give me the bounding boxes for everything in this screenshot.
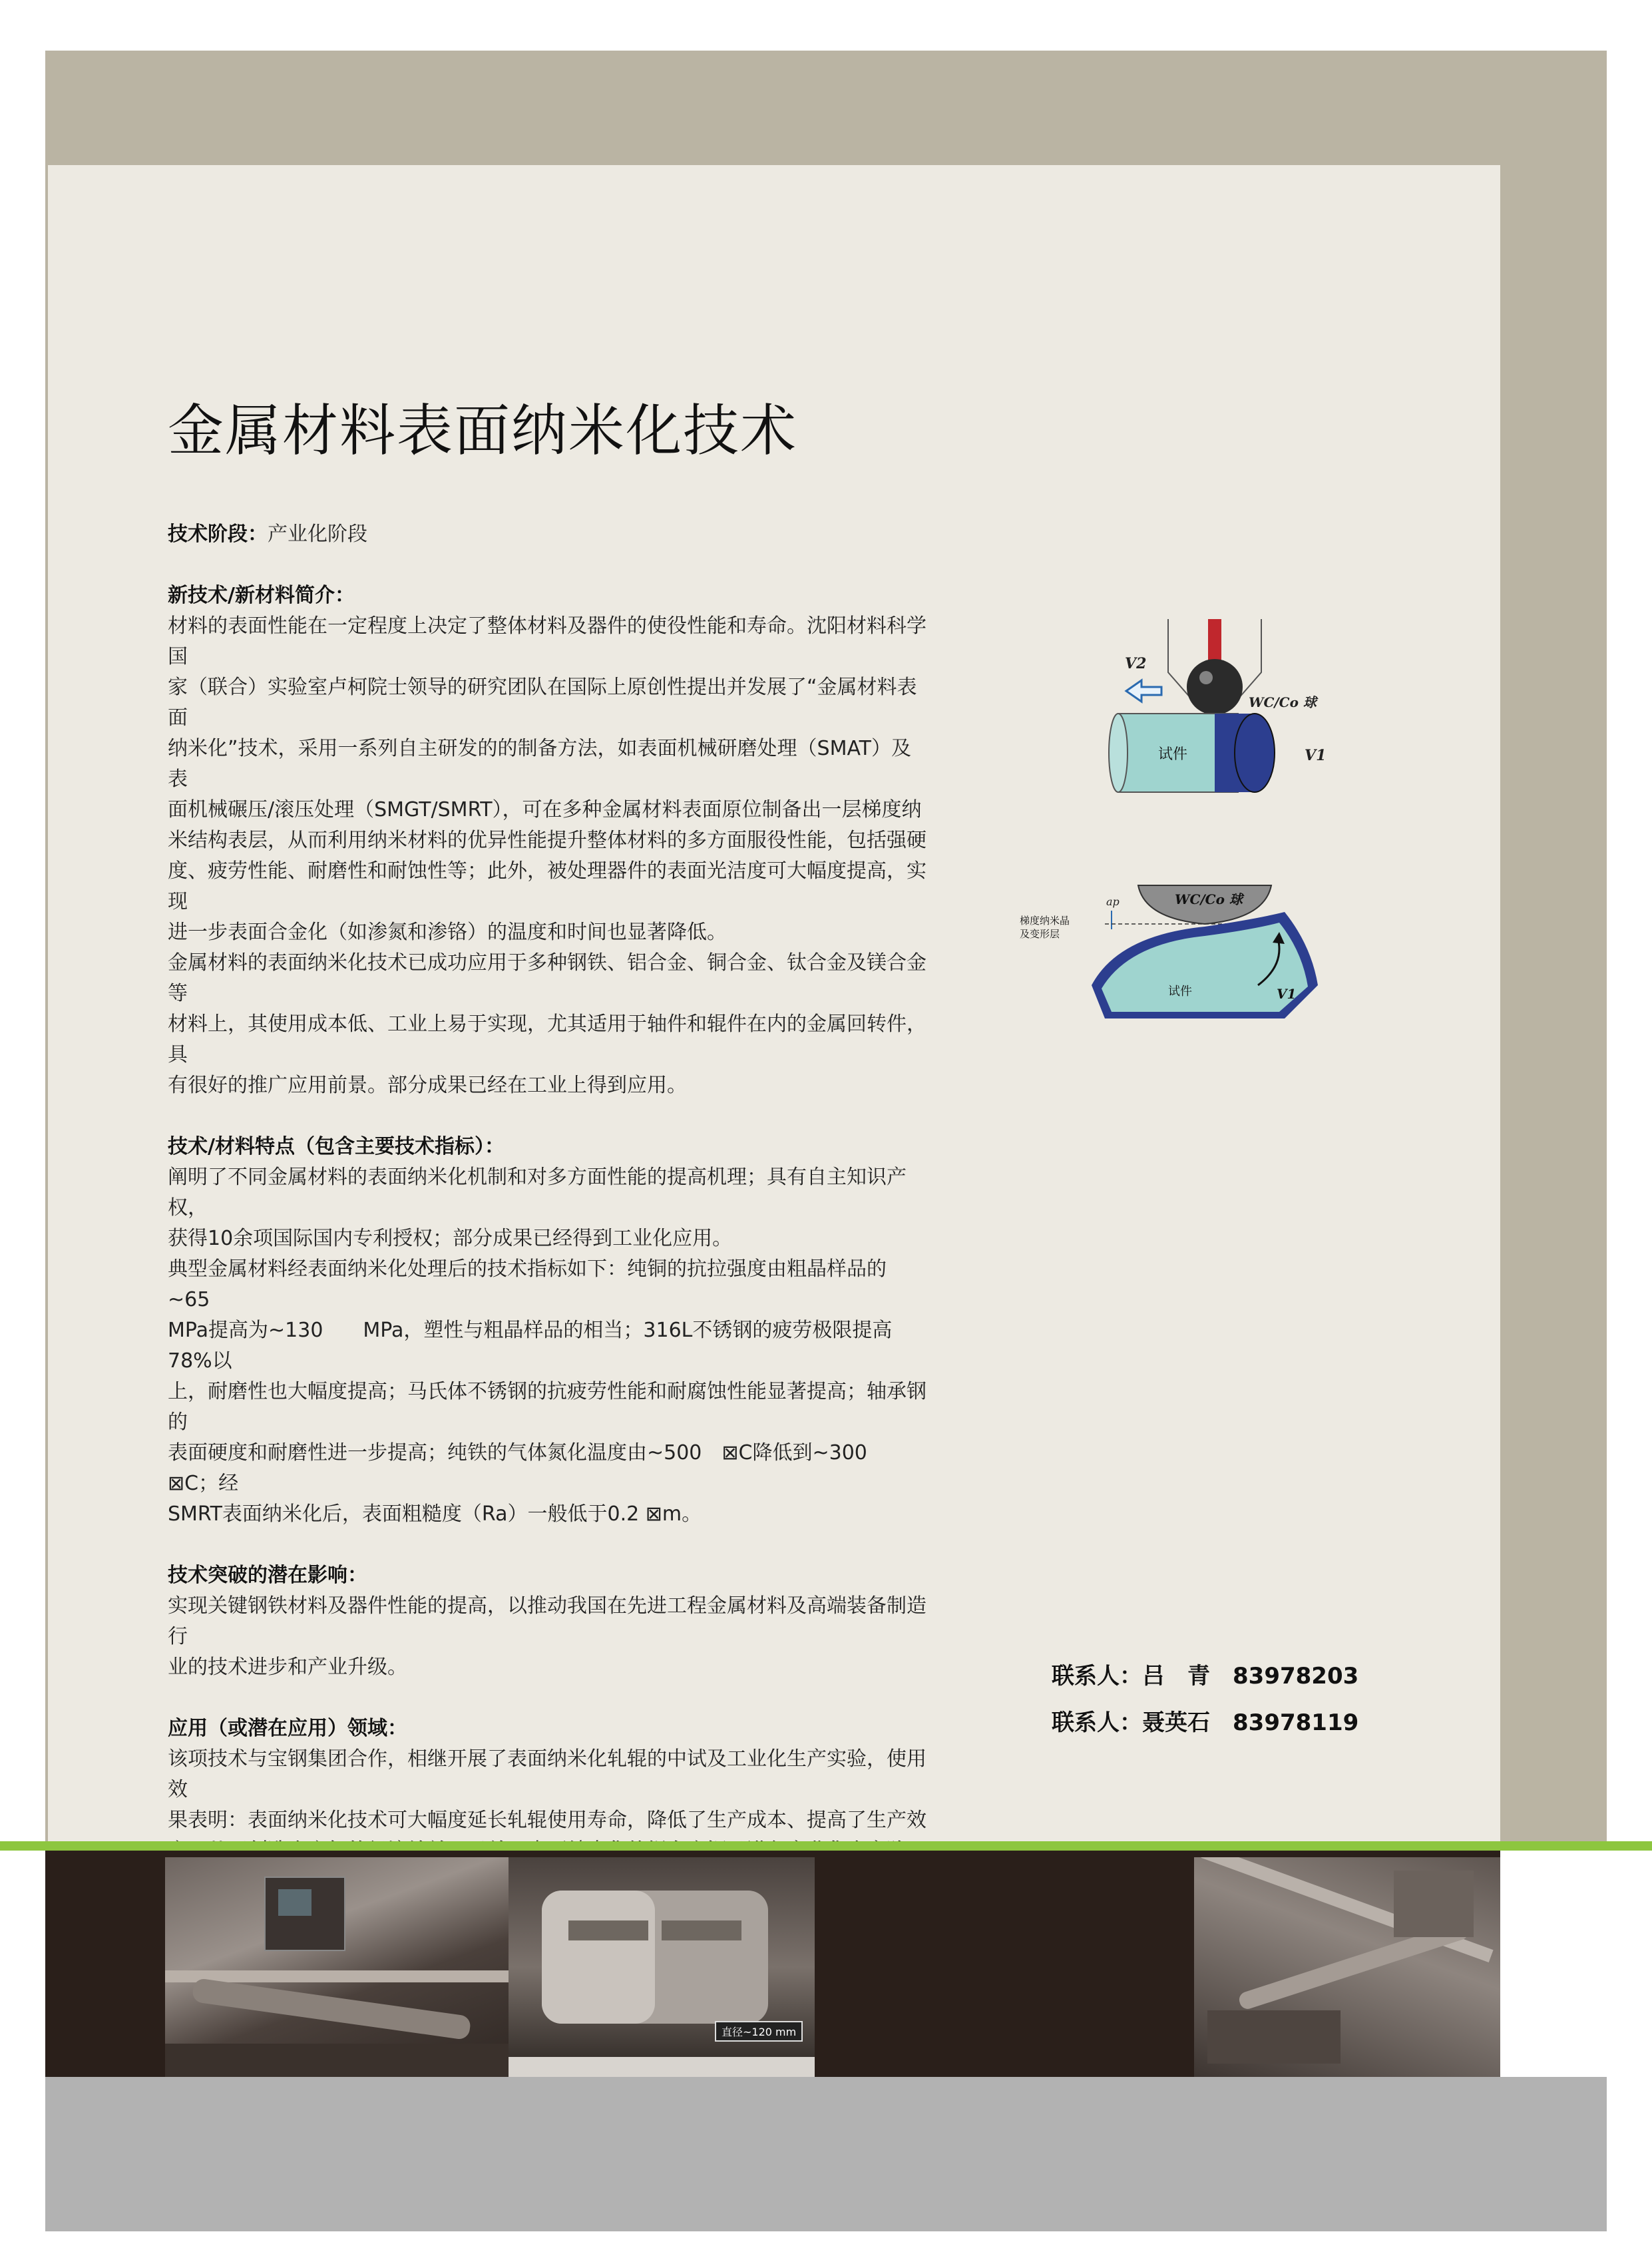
features-line: 典型金属材料经表面纳米化处理后的技术指标如下：纯铜的抗拉强度由粗晶样品的~65 (168, 1257, 887, 1311)
features-line: 获得10余项国际国内专利授权；部分成果已经得到工业化应用。 (168, 1227, 733, 1250)
page-title: 金属材料表面纳米化技术 (168, 398, 798, 463)
intro-line: 有很好的推广应用前景。部分成果已经在工业上得到应用。 (168, 1074, 687, 1097)
frame-top-band (45, 51, 1607, 165)
features-line: MPa提高为~130 MPa，塑性与粗晶样品的相当；316L不锈钢的疲劳极限提高78%以 (168, 1319, 893, 1373)
stage-row (168, 519, 927, 550)
wc-co-ball (1187, 659, 1243, 715)
intro-line: 米结构表层，从而利用纳米材料的优异性能提升整体材料的多方面服役性能，包括强硬 (168, 829, 927, 852)
impact-heading: 技术突破的潜在影响： (168, 1564, 367, 1587)
impact-line: 业的技术进步和产业升级。 (168, 1656, 407, 1679)
intro-line: 家（联合）实验室卢柯院士领导的研究团队在国际上原创性提出并发展了“金属材料表面 (168, 676, 917, 730)
v2-arrow-icon (1126, 680, 1161, 702)
intro-line: 金属材料的表面纳米化技术已成功应用于多种钢铁、铝合金、铜合金、钛合金及镁合金等 (168, 951, 927, 1005)
v1-label-2: V1 (1277, 986, 1297, 1002)
features-line: 阐明了不同金属材料的表面纳米化机制和对多方面性能的提高机理；具有自主知识产权， (168, 1166, 907, 1220)
workshop-photo (1194, 1857, 1500, 2077)
impact-line: 实现关键钢铁材料及器件性能的提高，以推动我国在先进工程金属材料及高端装备制造行 (168, 1594, 927, 1648)
application-heading: 应用（或潜在应用）领域： (168, 1717, 407, 1740)
bottom-gray-band (45, 2077, 1607, 2231)
sample-label-2: 试件 (1168, 985, 1192, 999)
stage-label: 技术阶段： (168, 523, 268, 546)
intro-line: 面机械碾压/滚压处理（SMGT/SMRT），可在多种金属材料表面原位制备出一层梯度纳 (168, 798, 922, 821)
lathe-photo (165, 1857, 509, 2077)
intro-line: 材料上，其使用成本低、工业上易于实现，尤其适用于轴件和辊件在内的金属回转件，具 (168, 1012, 927, 1066)
contact-1: 联系人：吕 青 83978203 (1052, 1663, 1359, 1689)
intro-heading: 新技术/新材料简介： (168, 584, 355, 607)
rolls-photo (509, 1857, 815, 2077)
layer-label-2: 及变形层 (1020, 928, 1060, 940)
features-body (168, 1162, 927, 1530)
contact-2: 联系人：聂英石 83978119 (1052, 1709, 1359, 1736)
application-line: 该项技术与宝钢集团合作，相继开展了表面纳米化轧辊的中试及工业化生产实验，使用效 (168, 1747, 927, 1801)
features-line: 上，耐磨性也大幅度提高；马氏体不锈钢的抗疲劳性能和耐腐蚀性能显著提高；轴承钢的 (168, 1380, 927, 1434)
intro-line: 纳米化”技术，采用一系列自主研发的的制备方法，如表面机械研磨处理（SMAT）及表 (168, 737, 911, 791)
diameter-caption: 直径~120 mm (715, 2021, 803, 2042)
intro-line: 材料的表面性能在一定程度上决定了整体材料及器件的使役性能和寿命。沈阳材料科学国 (168, 614, 927, 668)
impact-body (168, 1591, 927, 1683)
ap-label: ap (1106, 895, 1120, 908)
features-line: 表面硬度和耐磨性进一步提高；纯铁的气体氮化温度由~500 ⊠C降低到~300 ⊠C；经 (168, 1441, 887, 1495)
cross-section-diagram (1005, 872, 1351, 1032)
ball-label: WC/Co 球 (1249, 694, 1317, 710)
accent-green-line (0, 1841, 1652, 1851)
stage-value: 产业化阶段 (268, 523, 367, 546)
rolling-process-diagram (1105, 612, 1358, 839)
intro-line: 度、疲劳性能、耐磨性和耐蚀性等；此外，被处理器件的表面光洁度可大幅度提高，实现 (168, 859, 927, 913)
application-line: 果表明：表面纳米化技术可大幅度延长轧辊使用寿命，降低了生产成本、提高了生产效 (168, 1809, 927, 1832)
features-heading: 技术/材料特点（包含主要技术指标）： (168, 1135, 505, 1158)
v1-label: V1 (1305, 747, 1327, 764)
sample-label: 试件 (1158, 746, 1188, 763)
intro-body (168, 611, 927, 1101)
features-line: SMRT表面纳米化后，表面粗糙度（Ra）一般低于0.2 ⊠m。 (168, 1502, 702, 1526)
intro-line: 进一步表面合金化（如渗氮和渗铬）的温度和时间也显著降低。 (168, 921, 727, 944)
frame-right-band (1500, 51, 1607, 1848)
v2-label: V2 (1125, 655, 1147, 672)
layer-label-1: 梯度纳米晶 (1020, 915, 1070, 927)
ball-label-2: WC/Co 球 (1175, 891, 1243, 907)
